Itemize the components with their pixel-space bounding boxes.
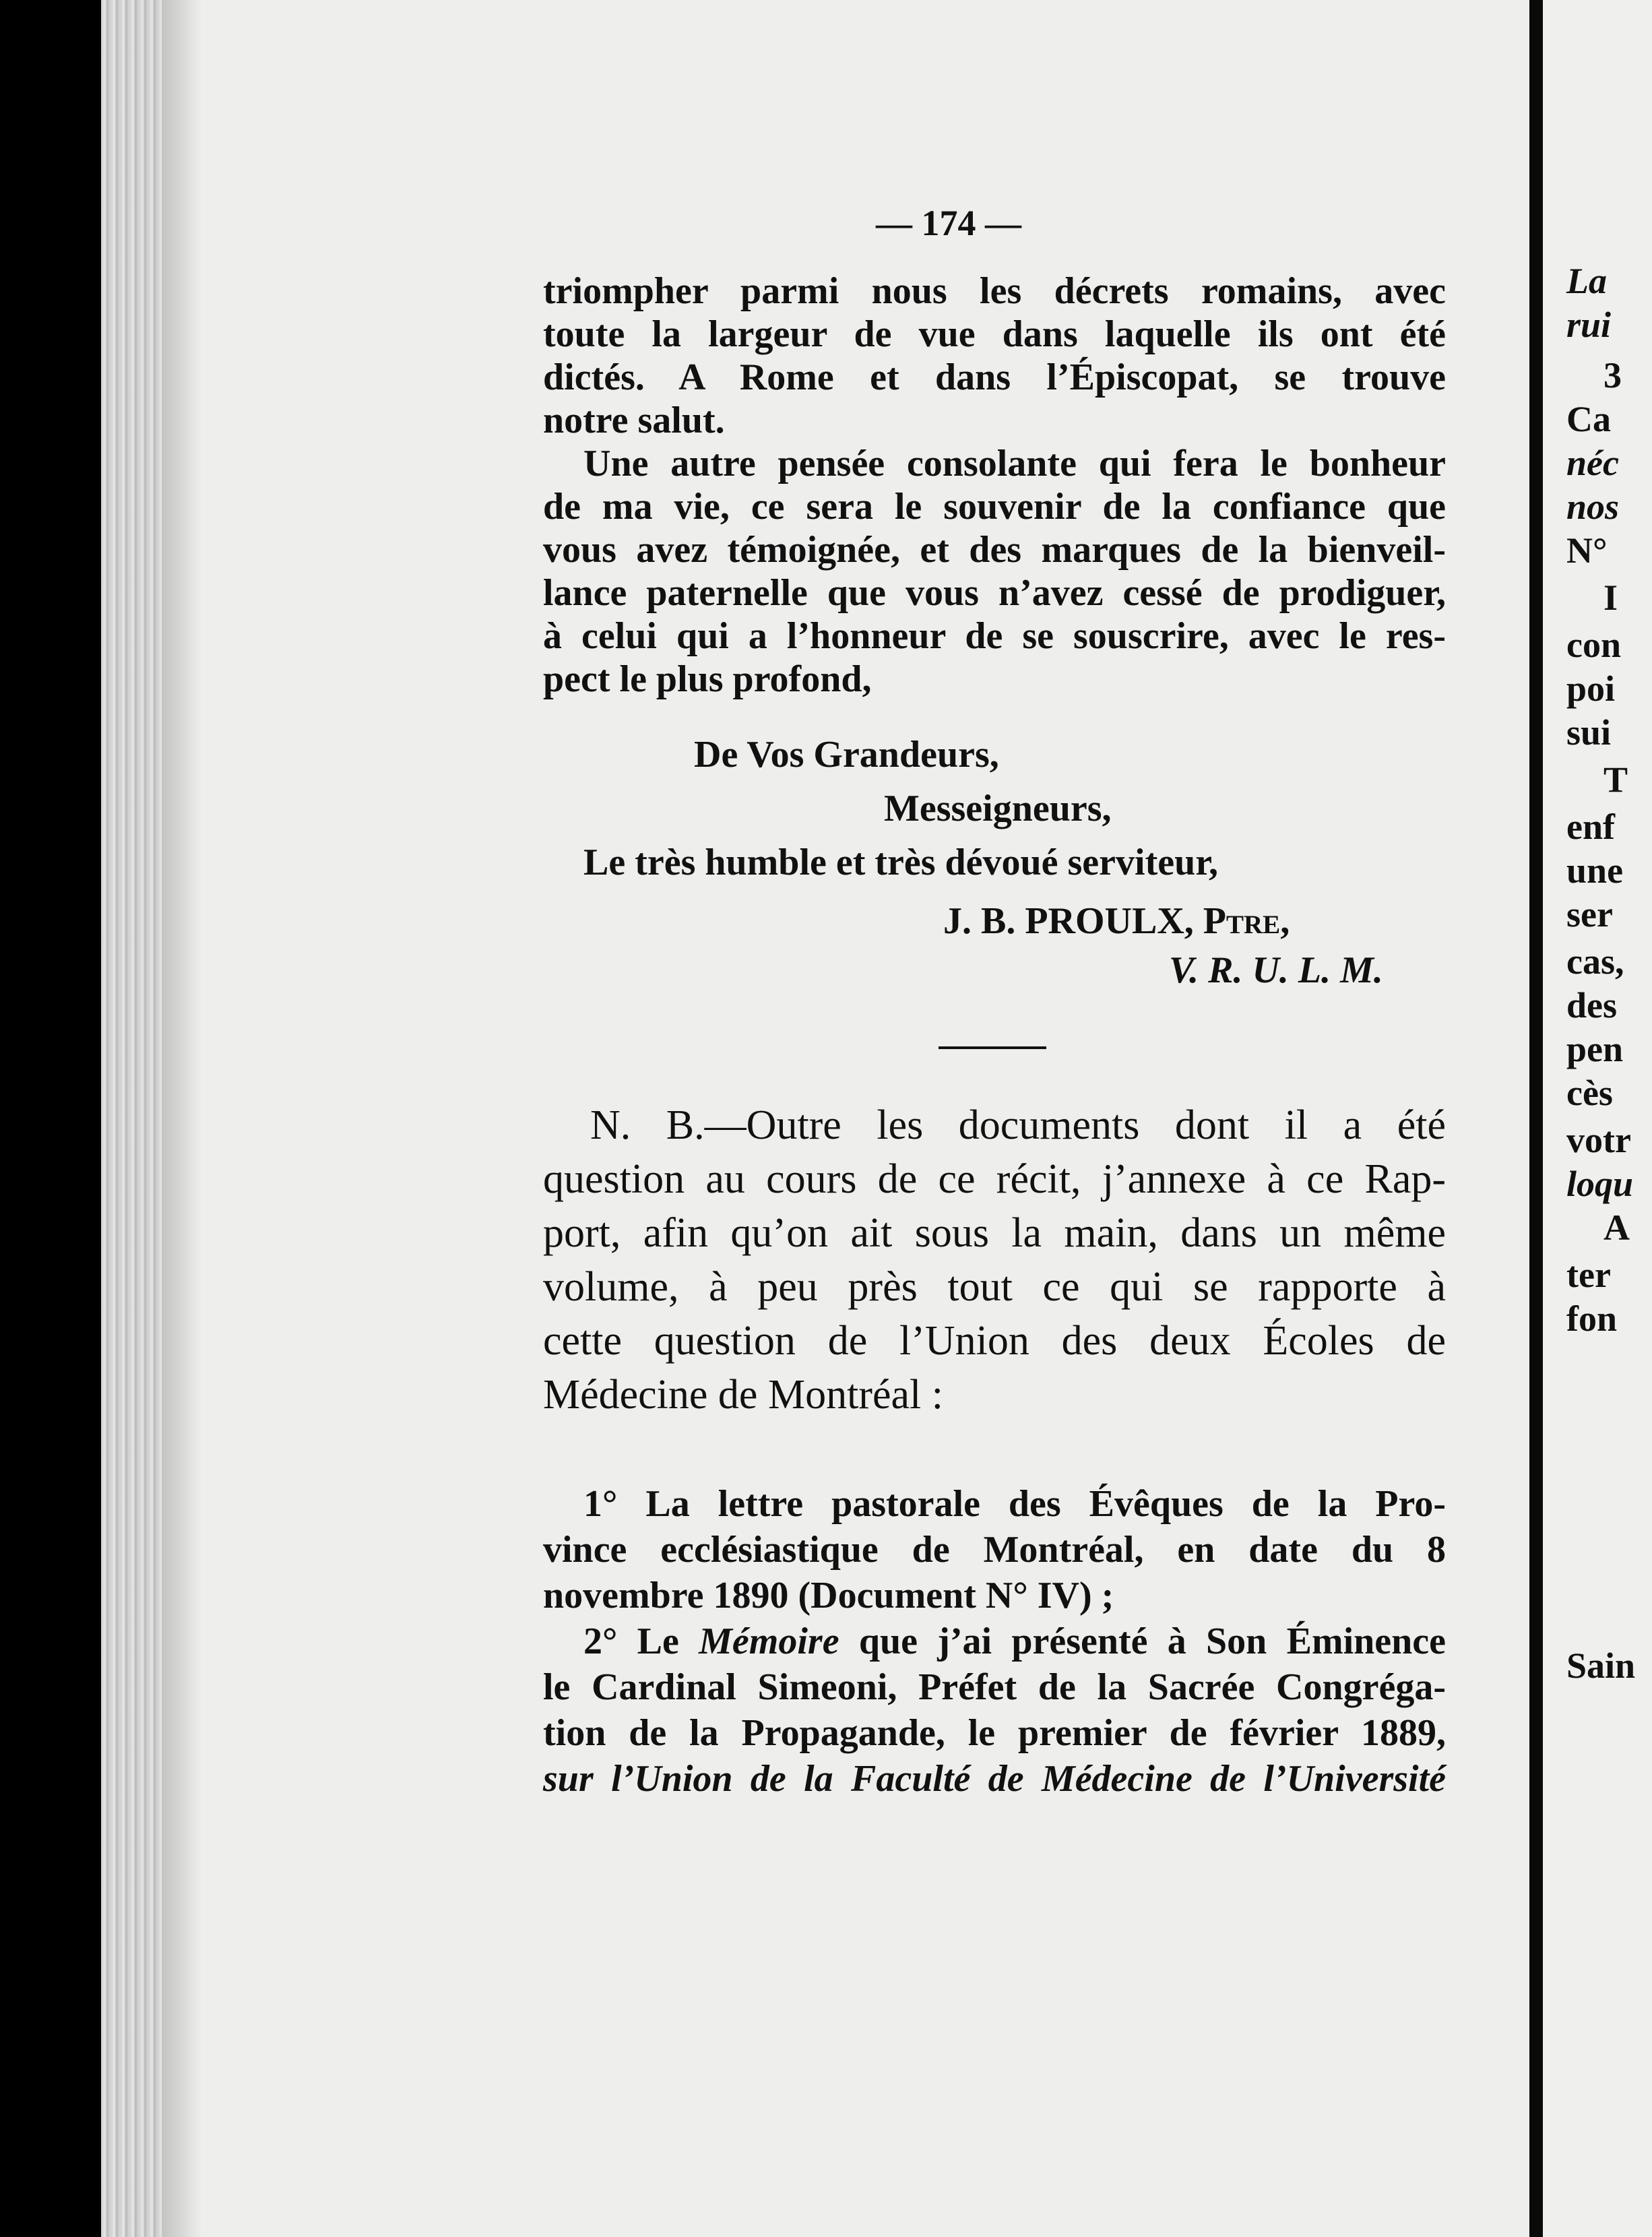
- facing-text-fragment: loqu: [1566, 1164, 1634, 1204]
- letter-body: [543, 270, 1446, 701]
- salutation: De Vos Grandeurs,: [694, 734, 999, 776]
- signature-title: Ptre,: [1203, 900, 1290, 942]
- paragraph-line: volume, à peu près tout ce qui se rapporte à: [543, 1264, 1446, 1310]
- paragraph-line: question au cours de ce récit, j’annexe à ce Rap-: [543, 1156, 1446, 1202]
- paragraph-line: notre salut.: [543, 400, 725, 441]
- servant-line: Le très humble et très dévoué serviteur,: [583, 842, 1218, 883]
- facing-text-fragment: 3: [1603, 355, 1622, 396]
- facing-page: [1543, 0, 1652, 2237]
- memoire-title: Mémoire: [699, 1620, 839, 1662]
- facing-text-fragment: poi: [1566, 668, 1616, 709]
- facing-text-fragment: cès: [1566, 1073, 1613, 1113]
- paragraph-line: cette question de l’Union des deux Écoles de: [543, 1318, 1446, 1364]
- page-binding-shadow: [162, 0, 202, 2237]
- item2-suffix: que j’ai présenté à Son Éminence: [839, 1620, 1446, 1662]
- book-page-edges: [101, 0, 162, 2237]
- memoire-subtitle: sur l’Union de la Faculté de Médecine de l’Université: [543, 1758, 1446, 1800]
- paragraph-line: de ma vie, ce sera le souvenir de la confiance que: [543, 486, 1446, 528]
- paragraph-line: dictés. A Rome et dans l’Épiscopat, se trouve: [543, 356, 1446, 398]
- paragraph-line: toute la largeur de vue dans laquelle ils ont été: [543, 313, 1446, 355]
- list-item-line: vince ecclésiastique de Montréal, en date du 8: [543, 1529, 1446, 1571]
- nota-bene: [543, 1098, 1446, 1422]
- facing-text-fragment: enf: [1566, 807, 1615, 847]
- facing-text-fragment: N°: [1566, 530, 1608, 571]
- facing-text-fragment: I: [1603, 577, 1618, 618]
- section-divider: [939, 1046, 1046, 1049]
- binding-gutter: [1529, 0, 1543, 2237]
- facing-text-fragment: cas,: [1566, 941, 1624, 982]
- facing-text-fragment: des: [1566, 985, 1618, 1026]
- facing-text-fragment: ser: [1566, 894, 1613, 935]
- list-item-line: 1° La lettre pastorale des Évêques de la Pro-: [583, 1483, 1446, 1525]
- paragraph-line: Une autre pensée consolante qui fera le bonheur: [583, 443, 1446, 484]
- facing-text-fragment: A: [1603, 1207, 1630, 1248]
- facing-text-fragment: Sain: [1566, 1645, 1636, 1686]
- facing-text-fragment: La: [1566, 261, 1607, 301]
- list-item-line: [543, 1620, 1446, 1663]
- list-item-line: tion de la Propagande, le premier de février 1889,: [543, 1712, 1446, 1754]
- facing-text-fragment: votr: [1566, 1120, 1631, 1160]
- address: Messeigneurs,: [884, 788, 1112, 829]
- list-item-line: novembre 1890 (Document N° IV) ;: [543, 1575, 1114, 1616]
- annex-list: [543, 1482, 1446, 1803]
- facing-text-fragment: con: [1566, 625, 1621, 665]
- paragraph-line: vous avez témoignée, et des marques de la bienveil-: [543, 529, 1446, 571]
- paragraph-line: lance paternelle que vous n’avez cessé de prodiguer,: [543, 572, 1446, 614]
- paragraph-line: à celui qui a l’honneur de se souscrire, avec le res-: [543, 615, 1446, 657]
- list-item-line: [543, 1757, 1446, 1800]
- signature-name: J. B. PROULX,: [943, 900, 1203, 942]
- paragraph-line: pect le plus profond,: [543, 658, 872, 700]
- facing-text-fragment: T: [1603, 759, 1628, 800]
- facing-text-fragment: fon: [1566, 1298, 1618, 1339]
- signature-initials: V. R. U. L. M.: [1169, 949, 1383, 991]
- facing-text-fragment: néc: [1566, 443, 1619, 483]
- facing-text-fragment: Ca: [1566, 399, 1611, 439]
- page-number: — 174 —: [876, 203, 1021, 243]
- paragraph-line: N. B.—Outre les documents dont il a été: [590, 1102, 1446, 1148]
- item2-prefix: 2° Le: [583, 1620, 699, 1662]
- facing-text-fragment: pen: [1566, 1029, 1624, 1069]
- facing-text-fragment: rui: [1566, 305, 1612, 345]
- paragraph-line: Médecine de Montréal :: [543, 1372, 943, 1418]
- facing-text-fragment: ter: [1566, 1255, 1611, 1295]
- signature: [943, 900, 1290, 943]
- list-item-line: le Cardinal Simeoni, Préfet de la Sacrée Congréga-: [543, 1666, 1446, 1708]
- facing-text-fragment: une: [1566, 850, 1624, 891]
- paragraph-line: triompher parmi nous les décrets romains, avec: [543, 270, 1446, 312]
- facing-text-fragment: nos: [1566, 486, 1620, 527]
- paragraph-line: port, afin qu’on ait sous la main, dans un même: [543, 1210, 1446, 1256]
- facing-text-fragment: sui: [1566, 712, 1612, 753]
